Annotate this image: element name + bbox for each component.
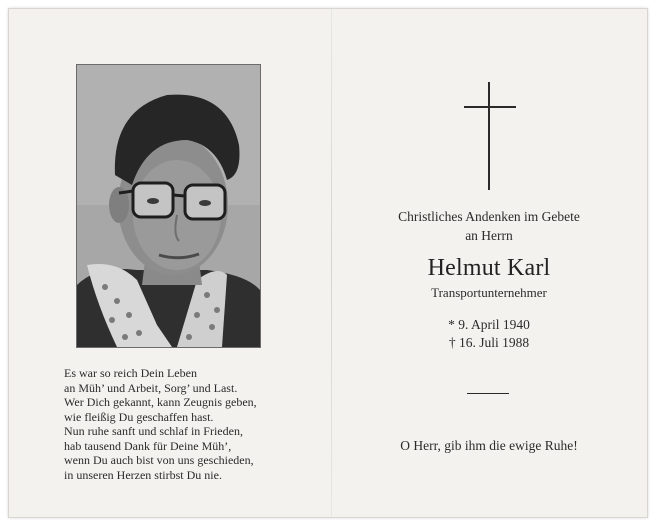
portrait-photo (76, 64, 261, 348)
divider-rule (467, 393, 509, 394)
death-date: † 16. Juli 1988 (448, 335, 530, 350)
poem-line: Nun ruhe sanft und schlaf in Frieden, (64, 424, 243, 438)
intro-line-2: an Herrn (465, 228, 513, 243)
poem-line: wenn Du auch bist von uns geschieden, (64, 453, 254, 467)
occupation: Transportunternehmer (431, 285, 547, 300)
poem-line: in unseren Herzen stirbst Du nie. (64, 467, 222, 482)
poem-line: wie fleißig Du geschaffen hast. (64, 409, 214, 424)
card-fold (331, 9, 332, 517)
poem-line: an Müh’ und Arbeit, Sorg’ und Last. (64, 380, 238, 395)
prayer-line: O Herr, gib ihm die ewige Ruhe! (400, 438, 578, 453)
deceased-name: Helmut Karl (427, 255, 551, 281)
latin-cross-icon (464, 82, 516, 190)
poem (64, 366, 329, 482)
memorial-card (8, 8, 648, 518)
intro-line-1: Christliches Andenken im Gebete (398, 209, 580, 224)
poem-line: hab tausend Dank für Deine Müh’, (64, 438, 232, 453)
birth-date: * 9. April 1940 (448, 317, 530, 332)
poem-line: Es war so reich Dein Leben (64, 366, 197, 380)
poem-line: Wer Dich gekannt, kann Zeugnis geben, (64, 395, 257, 409)
